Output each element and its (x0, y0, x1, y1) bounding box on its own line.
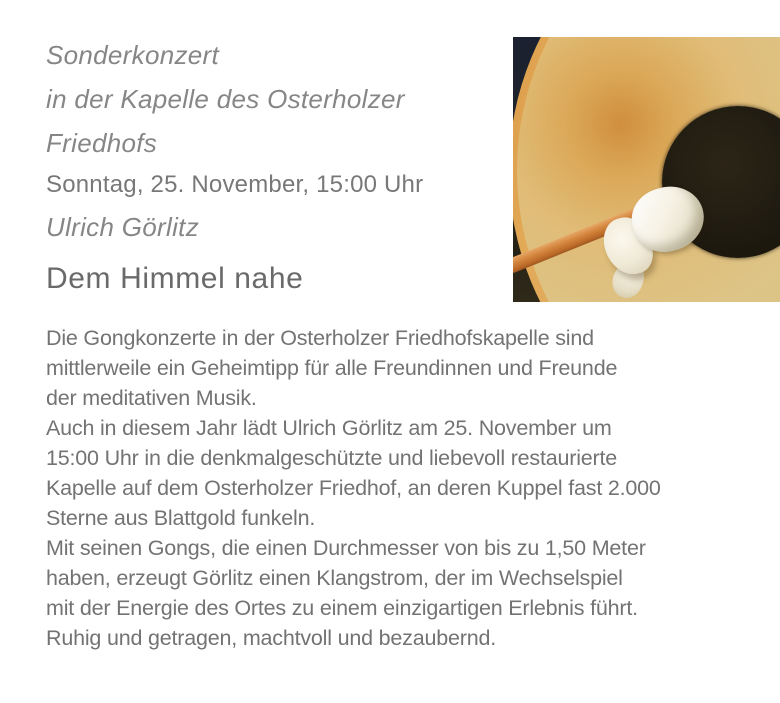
event-date-time: Sonntag, 25. November, 15:00 Uhr (46, 171, 424, 198)
gong-photo (513, 37, 780, 302)
body-line: der meditativen Musik. (46, 386, 257, 410)
body-line: mit der Energie des Ortes zu einem einzigartigen Erlebnis führt. (46, 596, 638, 620)
body-paragraph (46, 323, 746, 653)
body-line: Kapelle auf dem Osterholzer Friedhof, an deren Kuppel fast 2.000 (46, 476, 661, 500)
concert-title: Dem Himmel nahe (46, 262, 304, 295)
series-title-line-3: Friedhofs (46, 128, 158, 158)
series-title (46, 33, 405, 165)
body-line: Die Gongkonzerte in der Osterholzer Friedhofskapelle sind (46, 326, 594, 350)
body-line: haben, erzeugt Görlitz einen Klangstrom, der im Wechselspiel (46, 566, 623, 590)
body-line: Mit seinen Gongs, die einen Durchmesser von bis zu 1,50 Meter (46, 536, 646, 560)
performer-name: Ulrich Görlitz (46, 212, 199, 242)
body-line: mittlerweile ein Geheimtipp für alle Freundinnen und Freunde (46, 356, 618, 380)
body-line: Ruhig und getragen, machtvoll und bezaubernd. (46, 626, 496, 650)
body-line: Auch in diesem Jahr lädt Ulrich Görlitz am 25. November um (46, 416, 612, 440)
body-line: 15:00 Uhr in die denkmalgeschützte und liebevoll restaurierte (46, 446, 618, 470)
body-line: Sterne aus Blattgold funkeln. (46, 506, 316, 530)
series-title-line-1: Sonderkonzert (46, 40, 220, 70)
series-title-line-2: in der Kapelle des Osterholzer (46, 84, 405, 114)
